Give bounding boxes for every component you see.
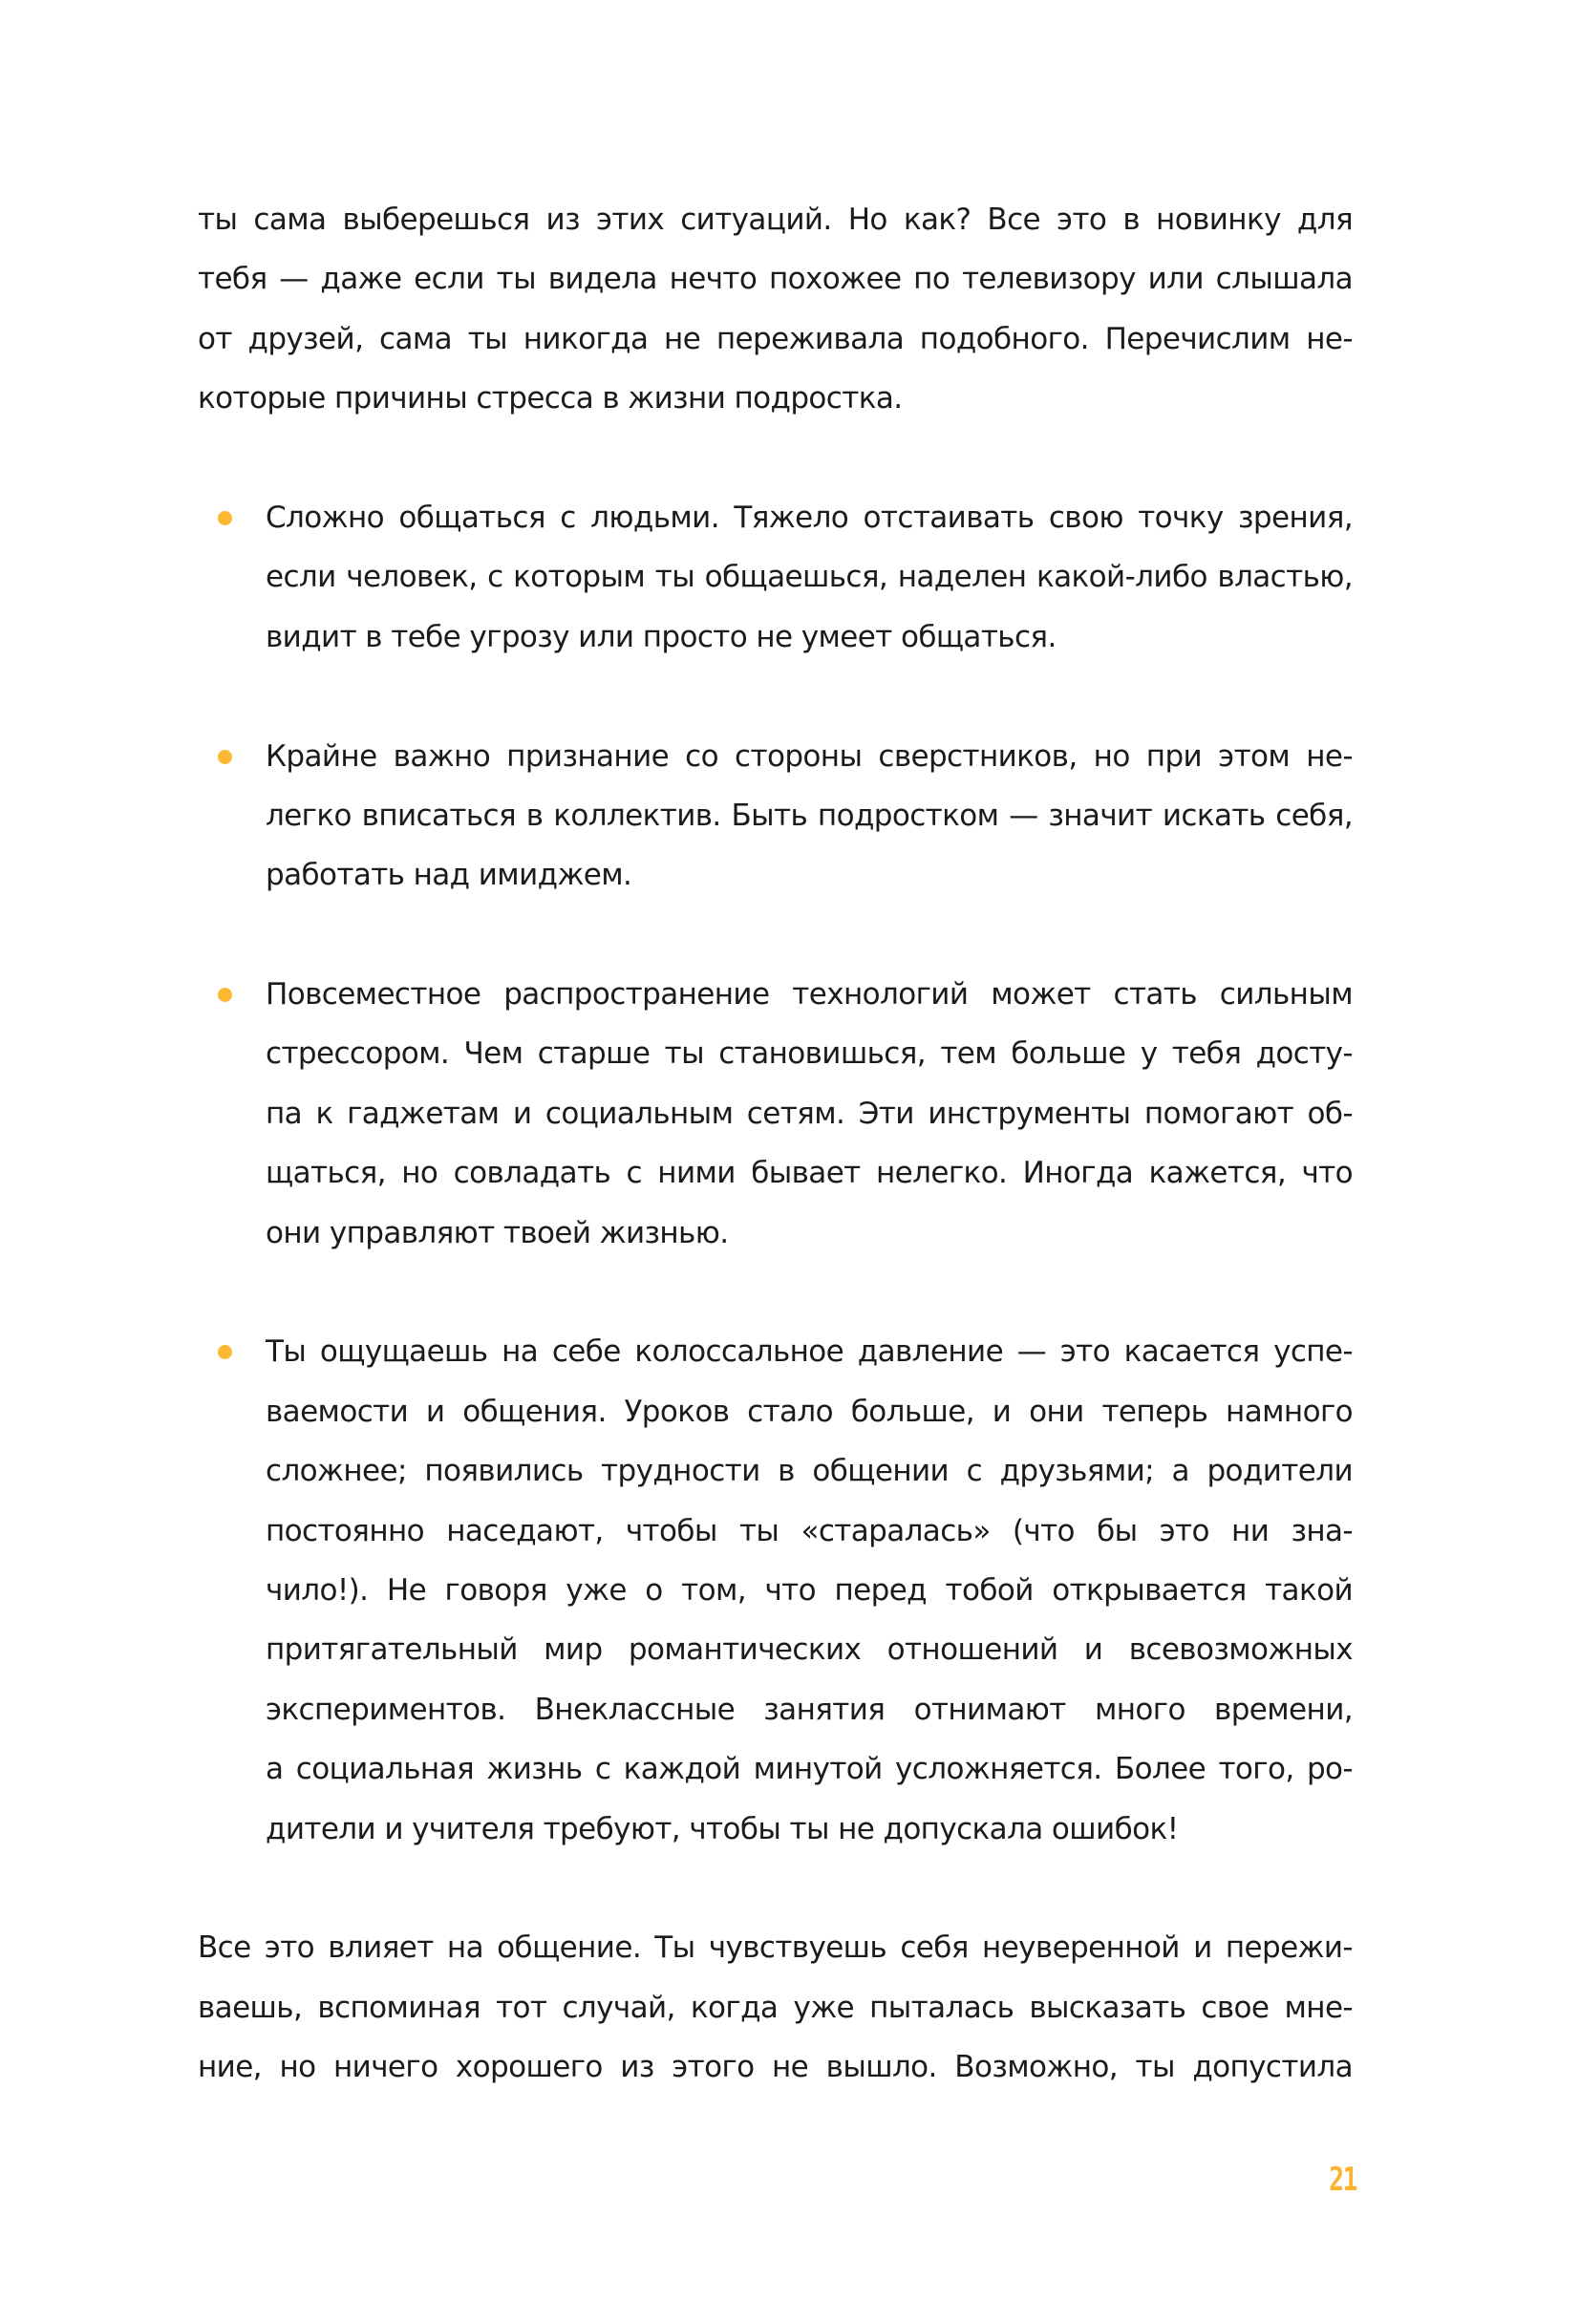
spacer — [198, 1859, 1353, 1918]
text-line: ваешь, вспоминая тот случай, когда уже пыталась высказать свое мне- — [198, 1990, 1353, 2025]
text-line: ваемости и общения. Уроков стало больше, и они теперь намного — [266, 1394, 1353, 1429]
text-line: сложнее; появились трудности в общении с друзьями; а родители — [266, 1454, 1353, 1489]
bullet-dot-icon — [218, 1345, 232, 1359]
text-line: легко вписаться в коллектив. Быть подростком — значит искать себя, — [266, 798, 1353, 833]
list-item — [198, 488, 1353, 667]
text-line: экспериментов. Внеклассные занятия отнимают много времени, — [266, 1692, 1353, 1727]
spacer — [198, 429, 1353, 488]
text-line: видит в тебе угрозу или просто не умеет общаться. — [266, 619, 1057, 654]
bullet-dot-icon — [218, 511, 232, 525]
text-line: па к гаджетам и социальным сетям. Эти инструменты помогают об- — [266, 1096, 1353, 1131]
text-line: Ты ощущаешь на себе колоссальное давление — это касается успе- — [266, 1334, 1353, 1370]
text-line: ние, но ничего хорошего из этого не вышло. Возможно, ты допустила — [198, 2050, 1353, 2085]
text-line: Сложно общаться с людьми. Тяжело отстаивать свою точку зрения, — [266, 500, 1353, 535]
text-line: ты сама выберешься из этих ситуаций. Но как? Все это в новинку для — [198, 203, 1353, 237]
spacer — [198, 1263, 1353, 1322]
page-number: 21 — [1329, 2161, 1356, 2199]
spacer — [198, 667, 1353, 726]
text-line: Крайне важно признание со стороны сверстников, но при этом не- — [266, 738, 1353, 774]
spacer — [198, 906, 1353, 965]
text-line: работать над имиджем. — [266, 858, 632, 893]
intro-paragraph — [198, 190, 1353, 429]
list-item — [198, 965, 1353, 1263]
text-line: постоянно наседают, чтобы ты «старалась» (что бы это ни зна- — [266, 1513, 1353, 1548]
bullet-dot-icon — [218, 750, 232, 764]
list-item — [198, 727, 1353, 906]
text-line: дители и учителя требуют, чтобы ты не допускала ошибок! — [266, 1811, 1179, 1846]
text-column — [198, 190, 1353, 2098]
text-line: Повсеместное распространение технологий может стать сильным — [266, 977, 1353, 1013]
bullet-dot-icon — [218, 988, 232, 1002]
text-line: если человек, с которым ты общаешься, наделен какой-либо властью, — [266, 560, 1353, 595]
text-line: Все это влияет на общение. Ты чувствуешь себя неуверенной и пережи- — [198, 1930, 1353, 1966]
text-line: притягательный мир романтических отношений и всевозможных — [266, 1632, 1353, 1668]
text-line: а социальная жизнь с каждой минутой усложняется. Более того, ро- — [266, 1752, 1353, 1787]
list-item — [198, 1322, 1353, 1859]
text-line: стрессором. Чем старше ты становишься, тем больше у тебя досту- — [266, 1036, 1353, 1072]
text-line: тебя — даже если ты видела нечто похожее по телевизору или слышала — [198, 262, 1353, 297]
text-line: от друзей, сама ты никогда не переживала подобного. Перечислим не- — [198, 321, 1353, 356]
text-line: чило!). Не говоря уже о том, что перед тобой открывается такой — [266, 1572, 1353, 1608]
text-line: щаться, но совладать с ними бывает нелегко. Иногда кажется, что — [266, 1156, 1353, 1191]
text-line: они управляют твоей жизнью. — [266, 1215, 729, 1250]
text-line: которые причины стресса в жизни подростка. — [198, 381, 903, 416]
closing-paragraph — [198, 1918, 1353, 2097]
